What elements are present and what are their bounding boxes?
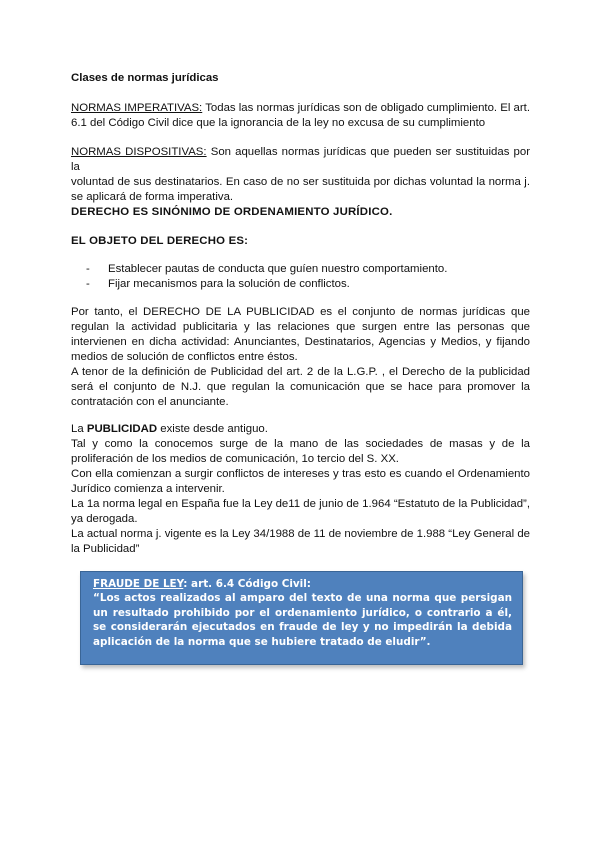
- paragraph-line: será el conjunto de N.J. que regulan la comunicación que se hace para promover la: [71, 381, 530, 393]
- derecho-publicidad-paragraph: [71, 305, 530, 410]
- fraude-de-ley-callout: [80, 571, 523, 665]
- normas-imperativas-paragraph: [71, 101, 530, 131]
- list-item: [86, 262, 530, 277]
- paragraph-line: La 1a norma legal en España fue la Ley de11 de junio de 1.964 “Estatuto de la Publicidad”,: [71, 498, 530, 510]
- paragraph-line: medios de solución de conflictos entre éstos.: [71, 351, 298, 363]
- normas-dispositivas-text-1: Son aquellas normas jurídicas que pueden ser sustituidas por la: [71, 146, 530, 173]
- paragraph-line: proliferación de los medios de comunicación, 1o tercio del S. XX.: [71, 453, 399, 465]
- list-item: [86, 277, 530, 292]
- paragraph-line: Jurídico comienza a intervenir.: [71, 483, 225, 495]
- historia-suffix: existe desde antiguo.: [160, 423, 268, 435]
- fraude-term: FRAUDE DE LEY: [93, 578, 184, 590]
- paragraph-line: intervienen en dicha actividad: Anunciantes, Destinatarios, Agencias y Medios, y fijando: [71, 336, 530, 348]
- paragraph-line: ya derogada.: [71, 513, 138, 525]
- bullet-dash: -: [86, 278, 90, 290]
- normas-imperativas-text-1: Todas las normas jurídicas son de obligado cumplimiento. El art.: [205, 102, 530, 114]
- normas-dispositivas-text-2: voluntad de sus destinatarios. En caso de no ser sustituida por dichas voluntad la norma j.: [71, 176, 530, 188]
- heading-sinonimo: DERECHO ES SINÓNIMO DE ORDENAMIENTO JURÍDICO.: [71, 206, 393, 218]
- page-title: Clases de normas jurídicas: [71, 72, 219, 84]
- normas-imperativas-text-2: 6.1 del Código Civil dice que la ignorancia de la ley no excusa de su cumplimiento: [71, 117, 486, 129]
- objeto-list: [86, 262, 530, 292]
- historia-bold-term: PUBLICIDAD: [86, 423, 158, 435]
- historia-paragraph: [71, 422, 530, 557]
- bullet-dash: -: [86, 263, 90, 275]
- fraude-heading: [93, 577, 512, 591]
- list-item-text: Establecer pautas de conducta que guíen nuestro comportamiento.: [108, 263, 448, 275]
- fraude-reference: : art. 6.4 Código Civil:: [183, 578, 311, 590]
- paragraph-line: regulan la actividad publicitaria y las relaciones que surgen entre las personas que: [71, 321, 530, 333]
- list-item-text: Fijar mecanismos para la solución de conflictos.: [108, 278, 350, 290]
- paragraph-line: Por tanto, el DERECHO DE LA PUBLICIDAD es el conjunto de normas jurídicas que: [71, 306, 530, 318]
- paragraph-line: La actual norma j. vigente es la Ley 34/1988 de 11 de noviembre de 1.988 “Ley General de: [71, 528, 530, 540]
- paragraph-line: A tenor de la definición de Publicidad del art. 2 de la L.G.P. , el Derecho de la publicidad: [71, 366, 530, 378]
- historia-prefix: La: [71, 423, 84, 435]
- normas-dispositivas-text-3: se aplicará de forma imperativa.: [71, 191, 234, 203]
- paragraph-line: Con ella comienzan a surgir conflictos de intereses y tras esto es cuando el Ordenamiento: [71, 468, 530, 480]
- paragraph-line: Tal y como la conocemos surge de la mano de las sociedades de masas y de la: [71, 438, 530, 450]
- paragraph-line: la Publicidad”: [71, 543, 140, 555]
- normas-dispositivas-paragraph: [71, 145, 530, 205]
- paragraph-line: contratación con el anunciante.: [71, 396, 229, 408]
- normas-imperativas-term: NORMAS IMPERATIVAS:: [71, 102, 203, 114]
- normas-dispositivas-term: NORMAS DISPOSITIVAS:: [71, 146, 207, 158]
- heading-objeto: EL OBJETO DEL DERECHO ES:: [71, 235, 249, 247]
- fraude-quote: “Los actos realizados al amparo del texto de una norma que persigan un resultado prohibido por el ordenamiento jurídico, o contrario a él, se considerarán ejecutados en fraude de ley y no impedirán la debida aplicación de la norma que se hubiere tratado de eludir”.: [93, 592, 512, 648]
